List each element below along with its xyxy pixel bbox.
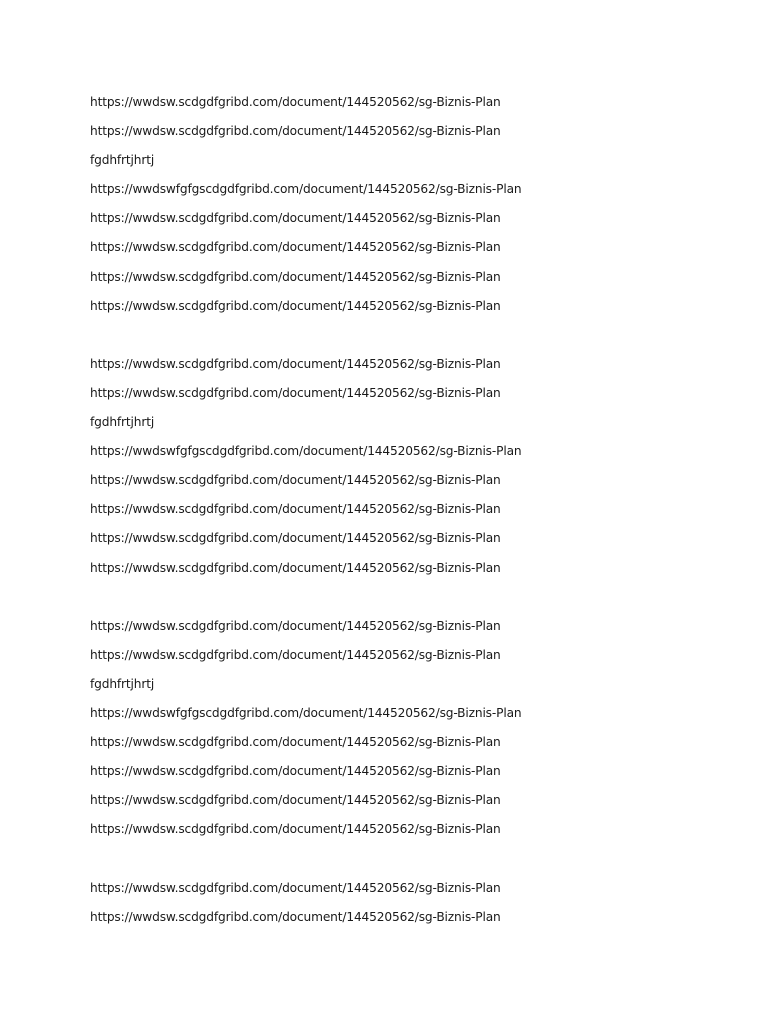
text-line: https://wwdsw.scdgdfgribd.com/document/144520562/sg-Biznis-Plan (90, 502, 501, 517)
text-line: https://wwdsw.scdgdfgribd.com/document/144520562/sg-Biznis-Plan (90, 531, 501, 546)
blank-line (90, 588, 730, 617)
text-line: https://wwdsw.scdgdfgribd.com/document/144520562/sg-Biznis-Plan (90, 269, 501, 284)
text-line: fgdhfrtjhrtj (90, 676, 155, 691)
text-line: https://wwdsw.scdgdfgribd.com/document/144520562/sg-Biznis-Plan (90, 909, 501, 924)
text-line: https://wwdsw.scdgdfgribd.com/document/144520562/sg-Biznis-Plan (90, 618, 501, 633)
text-line: fgdhfrtjhrtj (90, 153, 155, 168)
text-line: https://wwdswfgfgscdgdfgribd.com/document/144520562/sg-Biznis-Plan (90, 444, 522, 459)
text-line: https://wwdsw.scdgdfgribd.com/document/144520562/sg-Biznis-Plan (90, 298, 501, 313)
document-body (90, 93, 730, 937)
text-line: fgdhfrtjhrtj (90, 415, 155, 430)
text-line: https://wwdsw.scdgdfgribd.com/document/144520562/sg-Biznis-Plan (90, 880, 501, 895)
text-line: https://wwdsw.scdgdfgribd.com/document/144520562/sg-Biznis-Plan (90, 240, 501, 255)
text-line: https://wwdsw.scdgdfgribd.com/document/144520562/sg-Biznis-Plan (90, 560, 501, 575)
blank-line (90, 326, 730, 355)
text-line: https://wwdsw.scdgdfgribd.com/document/144520562/sg-Biznis-Plan (90, 124, 501, 139)
text-line: https://wwdsw.scdgdfgribd.com/document/144520562/sg-Biznis-Plan (90, 211, 501, 226)
text-line: https://wwdsw.scdgdfgribd.com/document/144520562/sg-Biznis-Plan (90, 647, 501, 662)
text-line: https://wwdswfgfgscdgdfgribd.com/document/144520562/sg-Biznis-Plan (90, 182, 522, 197)
blank-line (90, 849, 730, 878)
text-line: https://wwdsw.scdgdfgribd.com/document/144520562/sg-Biznis-Plan (90, 735, 501, 750)
text-line: https://wwdsw.scdgdfgribd.com/document/144520562/sg-Biznis-Plan (90, 95, 501, 109)
text-line: https://wwdsw.scdgdfgribd.com/document/144520562/sg-Biznis-Plan (90, 356, 501, 371)
text-line: https://wwdsw.scdgdfgribd.com/document/144520562/sg-Biznis-Plan (90, 473, 501, 488)
text-line: https://wwdsw.scdgdfgribd.com/document/144520562/sg-Biznis-Plan (90, 822, 501, 837)
text-line: https://wwdsw.scdgdfgribd.com/document/144520562/sg-Biznis-Plan (90, 764, 501, 779)
text-line: https://wwdsw.scdgdfgribd.com/document/144520562/sg-Biznis-Plan (90, 793, 501, 808)
text-line: https://wwdsw.scdgdfgribd.com/document/144520562/sg-Biznis-Plan (90, 385, 501, 400)
text-line: https://wwdswfgfgscdgdfgribd.com/document/144520562/sg-Biznis-Plan (90, 705, 522, 720)
